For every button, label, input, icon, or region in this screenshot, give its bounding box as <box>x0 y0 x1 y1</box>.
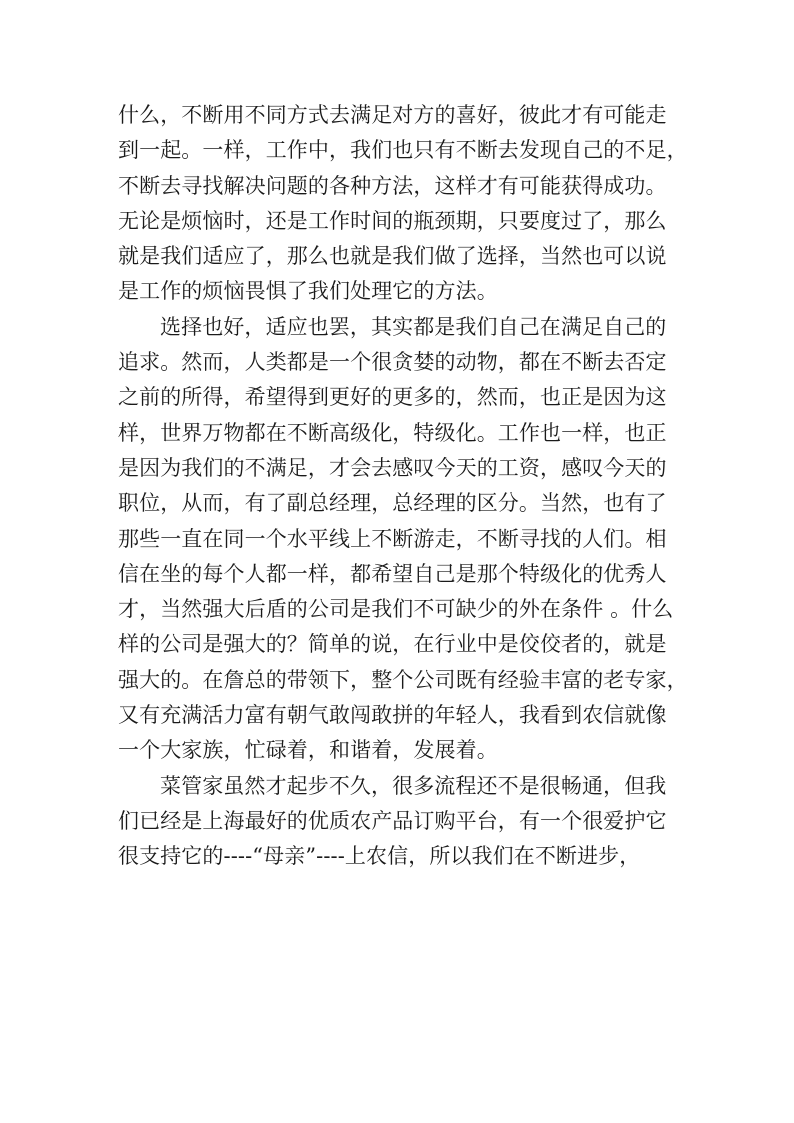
text-line: 那些一直在同一个水平线上不断游走，不断寻找的人们。相 <box>118 526 667 551</box>
text-line: 之前的所得，希望得到更好的更多的，然而，也正是因为这 <box>118 385 667 410</box>
text-line: 就是我们适应了，那么也就是我们做了选择，当然也可以说 <box>118 244 667 269</box>
text-line: 追求。然而，人类都是一个很贪婪的动物，都在不断去否定 <box>118 350 667 375</box>
text-line: 强大的。在詹总的带领下，整个公司既有经验丰富的老专家， <box>118 667 688 692</box>
body-text <box>118 98 698 875</box>
text-line: 样的公司是强大的？简单的说，在行业中是佼佼者的，就是 <box>118 632 667 657</box>
paragraph-start-line: 菜管家虽然才起步不久，很多流程还不是很畅通，但我 <box>160 773 667 798</box>
text-line: 很支持它的----“母亲”----上农信，所以我们在不断进步， <box>118 844 641 869</box>
text-line: 信在坐的每个人都一样，都希望自己是那个特级化的优秀人 <box>118 561 667 586</box>
text-line: 不断去寻找解决问题的各种方法，这样才有可能获得成功。 <box>118 173 667 198</box>
text-line: 样，世界万物都在不断高级化，特级化。工作也一样，也正 <box>118 420 667 445</box>
text-line: 是因为我们的不满足，才会去感叹今天的工资，感叹今天的 <box>118 455 667 480</box>
text-line: 职位，从而，有了副总经理，总经理的区分。当然，也有了 <box>118 491 667 516</box>
text-line: 们已经是上海最好的优质农产品订购平台，有一个很爱护它 <box>118 808 667 833</box>
text-line: 一个大家族，忙碌着，和谐着，发展着。 <box>118 738 498 763</box>
text-line: 才，当然强大后盾的公司是我们不可缺少的外在条件 。什么 <box>118 597 674 622</box>
text-line: 到一起。一样，工作中，我们也只有不断去发现自己的不足， <box>118 138 688 163</box>
text-line: 无论是烦恼时，还是工作时间的瓶颈期，只要度过了，那么 <box>118 208 667 233</box>
text-line: 是工作的烦恼畏惧了我们处理它的方法。 <box>118 279 498 304</box>
paragraph-start-line: 选择也好，适应也罢，其实都是我们自己在满足自己的 <box>160 314 667 339</box>
text-line: 什么，不断用不同方式去满足对方的喜好，彼此才有可能走 <box>118 103 667 127</box>
text-line: 又有充满活力富有朝气敢闯敢拼的年轻人，我看到农信就像 <box>118 703 667 728</box>
